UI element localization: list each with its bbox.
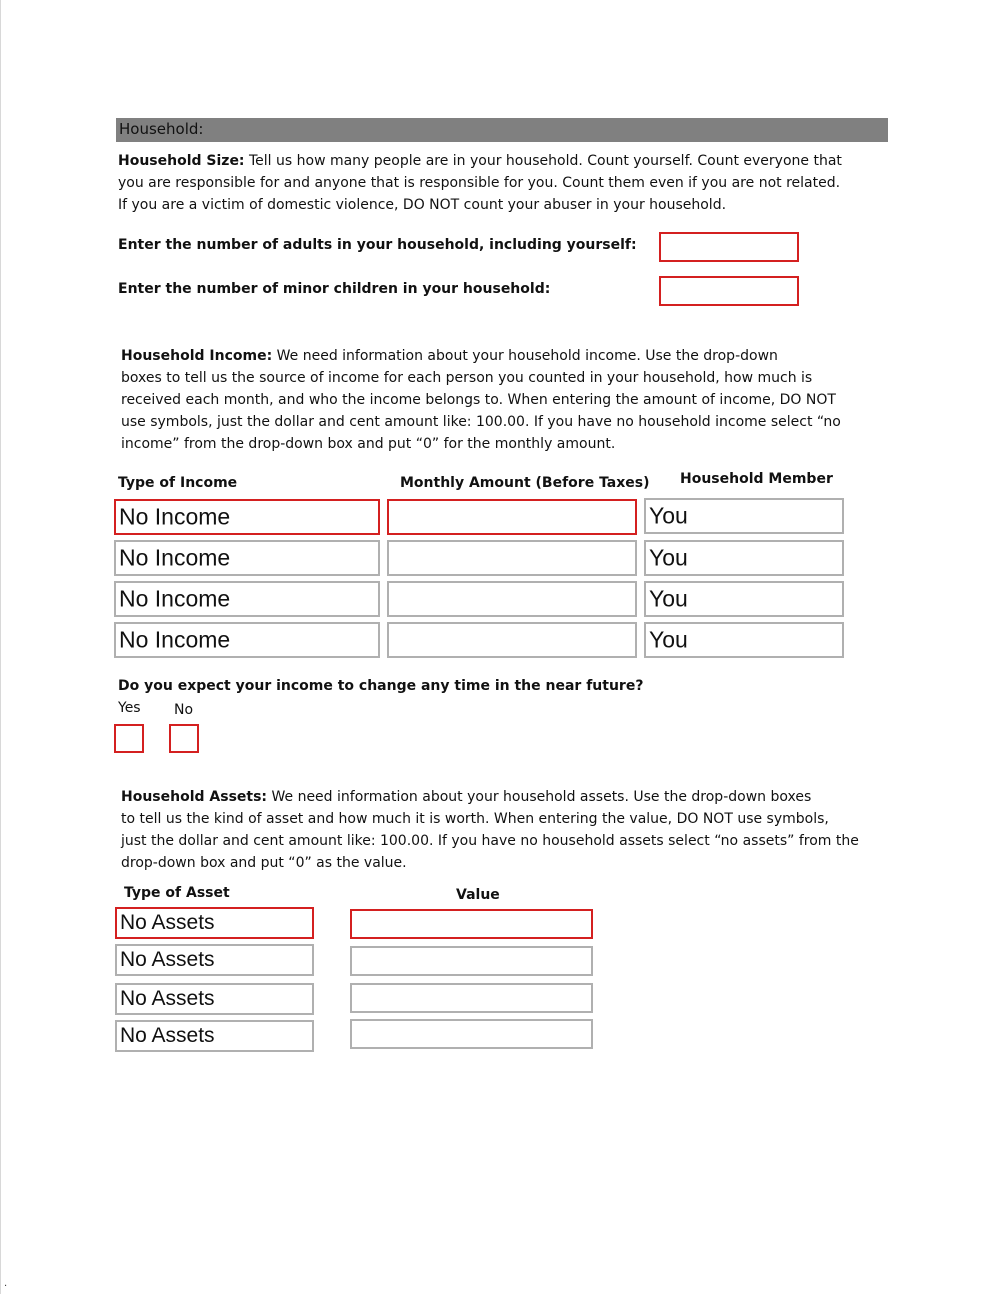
household-assets-paragraph	[121, 786, 859, 874]
household-income-line-2: boxes to tell us the source of income for each person you counted in your household, how much is	[121, 370, 813, 386]
asset-type-select[interactable]: No Assets	[115, 983, 314, 1015]
household-size-paragraph	[118, 150, 842, 216]
adults-label: Enter the number of adults in your household, including yourself:	[118, 237, 637, 253]
household-assets-line-4: drop-down box and put “0” as the value.	[121, 855, 407, 871]
asset-type-select[interactable]: No Assets	[115, 944, 314, 976]
income-type-select[interactable]: No Income	[114, 581, 380, 617]
household-assets-line-1: Household Assets: We need information about your household assets. Use the drop-down boxes	[121, 789, 812, 805]
income-type-column-header: Type of Income	[118, 475, 238, 491]
asset-type-column-header: Type of Asset	[124, 885, 230, 901]
asset-value-input[interactable]	[350, 909, 593, 939]
household-member-select[interactable]: You	[644, 581, 844, 617]
household-income-heading: Household Income:	[121, 348, 273, 364]
footer-mark: .	[4, 1278, 8, 1289]
household-assets-line-3: just the dollar and cent amount like: 100.00. If you have no household assets select “no assets” from the	[121, 833, 859, 849]
household-member-select[interactable]: You	[644, 622, 844, 658]
household-member-column-header: Household Member	[680, 471, 833, 487]
household-income-line-5: income” from the drop-down box and put “0” for the monthly amount.	[121, 436, 616, 452]
section-header-bar	[116, 118, 888, 142]
household-member-select[interactable]: You	[644, 540, 844, 576]
asset-value-input[interactable]	[350, 1019, 593, 1049]
household-assets-heading: Household Assets:	[121, 789, 268, 805]
income-change-yes-checkbox[interactable]	[114, 724, 144, 753]
yes-label: Yes	[118, 700, 141, 716]
income-change-question: Do you expect your income to change any time in the near future?	[118, 678, 644, 694]
income-type-select[interactable]: No Income	[114, 499, 380, 535]
monthly-amount-input[interactable]	[387, 499, 637, 535]
asset-type-select[interactable]: No Assets	[115, 907, 314, 939]
adults-count-input[interactable]	[659, 232, 799, 262]
household-income-paragraph	[121, 345, 841, 455]
household-size-line-1: Household Size: Tell us how many people are in your household. Count yourself. Count everyone that	[118, 153, 842, 169]
income-type-select[interactable]: No Income	[114, 540, 380, 576]
household-member-select[interactable]: You	[644, 498, 844, 534]
asset-value-input[interactable]	[350, 946, 593, 976]
household-assets-line-2: to tell us the kind of asset and how much it is worth. When entering the value, DO NOT use symbols,	[121, 811, 829, 827]
household-income-line-1: Household Income: We need information about your household income. Use the drop-down	[121, 348, 778, 364]
income-change-no-checkbox[interactable]	[169, 724, 199, 753]
children-count-input[interactable]	[659, 276, 799, 306]
asset-type-select[interactable]: No Assets	[115, 1020, 314, 1052]
no-label: No	[174, 702, 194, 718]
income-type-select[interactable]: No Income	[114, 622, 380, 658]
children-label: Enter the number of minor children in your household:	[118, 281, 551, 297]
household-income-line-3: received each month, and who the income belongs to. When entering the amount of income, DO NOT	[121, 392, 836, 408]
section-title: Household:	[119, 120, 204, 138]
household-size-heading: Household Size:	[118, 153, 245, 169]
monthly-amount-input[interactable]	[387, 540, 637, 576]
monthly-amount-column-header: Monthly Amount (Before Taxes)	[400, 475, 650, 491]
asset-value-input[interactable]	[350, 983, 593, 1013]
household-size-line-3: If you are a victim of domestic violence, DO NOT count your abuser in your household.	[118, 197, 727, 213]
page-edge	[0, 0, 1, 1294]
monthly-amount-input[interactable]	[387, 622, 637, 658]
household-income-line-4: use symbols, just the dollar and cent amount like: 100.00. If you have no household income select “no	[121, 414, 841, 430]
monthly-amount-input[interactable]	[387, 581, 637, 617]
asset-value-column-header: Value	[456, 887, 500, 903]
household-size-line-2: you are responsible for and anyone that is responsible for you. Count them even if you are not related.	[118, 175, 841, 191]
